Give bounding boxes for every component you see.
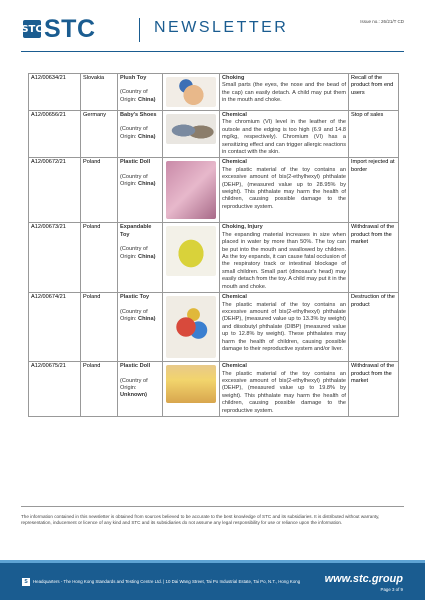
- notifying-country: Poland: [81, 293, 118, 362]
- risk-type: Chemical: [222, 112, 247, 118]
- product-name: Plastic Doll: [120, 363, 151, 370]
- recall-table: [28, 73, 399, 417]
- disclaimer-text: The information contained in this newsletter is obtained from sources believed to be accurate to the best knowledge of STC and its subsidiaries. It is distributed without warranty, representation, inducement or licence of any kind and STC and its subsidiaries do not assume any legal responsibility for use or reliance upon the information.: [21, 514, 380, 525]
- reference-number: A12/00674/21: [29, 293, 81, 362]
- risk-description: The chromium (VI) level in the leather of the outsole and the edging is too high (6.9 and 14.8 mg/kg, respectively). Chromium (VI) has a sensitizing effect and can trigger allergic reactions in contact with the skin.: [222, 119, 346, 156]
- table-row: [29, 158, 399, 223]
- notifying-country: Poland: [81, 362, 118, 417]
- product-cell: [118, 223, 163, 293]
- origin-label: (Country of Origin:: [120, 377, 148, 391]
- plastic-toy-photo: [166, 296, 216, 358]
- country-of-origin: [120, 378, 160, 400]
- issue-number: Issue no.: 26/21/T CD: [360, 19, 404, 24]
- stc-logo-text: STC: [44, 15, 96, 43]
- origin-label: (Country of Origin:: [120, 89, 148, 103]
- table-row: [29, 293, 399, 362]
- footer-stc-icon: S: [22, 578, 30, 586]
- country-of-origin: [120, 309, 160, 324]
- plastic-doll-photo: [166, 161, 216, 219]
- measures-taken: Withdrawal of the product from the market: [349, 362, 399, 417]
- measures-taken: Destruction of the product: [349, 293, 399, 362]
- risk-description: The plastic material of the toy contains an excessive amount of bis(2-ethylhexyl) phthalate (DEHP), (measured value up to 19.8% by weight). This phthalate may harm the health of children, causing possible damage to the reproductive system.: [222, 370, 346, 414]
- notifying-country: Germany: [81, 111, 118, 158]
- measures-taken: Recall of the product from end users: [349, 74, 399, 111]
- risk-cell: [220, 74, 349, 111]
- country-of-origin: [120, 126, 160, 141]
- risk-description: The plastic material of the toy contains an excessive amount of bis(2-ethylhexyl) phthalate (DEHP), (measured value up to 28.95% by weight). This phthalate may harm the health of children, causing possible damage to the reproductive system.: [222, 166, 346, 210]
- origin-label: (Country of Origin:: [120, 308, 148, 322]
- risk-cell: [220, 223, 349, 293]
- origin-label: (Country of Origin:: [120, 246, 148, 260]
- risk-cell: [220, 158, 349, 223]
- product-name: Plastic Toy: [120, 294, 150, 301]
- reference-number: A12/00656/21: [29, 111, 81, 158]
- fashion-doll-photo: [166, 365, 216, 403]
- country-of-origin: [120, 246, 160, 261]
- risk-description: Small parts (the eyes, the nose and the bead of the cap) can easily detach. A child may put them in the mouth and choke.: [222, 82, 346, 104]
- origin-label: (Country of Origin:: [120, 173, 148, 188]
- product-name: Plush Toy: [120, 75, 147, 81]
- product-name: Expandable Toy: [120, 224, 152, 238]
- origin-value: China): [138, 315, 156, 322]
- notifying-country: Slovakia: [81, 74, 118, 111]
- header-divider: [139, 18, 140, 42]
- measures-taken: Withdrawal of the product from the market: [349, 223, 399, 293]
- table-row: [29, 74, 399, 111]
- reference-number: A12/00672/21: [29, 158, 81, 223]
- origin-value: China): [138, 133, 156, 140]
- measures-taken: Import rejected at border: [349, 158, 399, 223]
- stc-logo-icon: STC: [23, 20, 41, 38]
- baby-shoes-photo: [166, 114, 216, 144]
- risk-cell: [220, 111, 349, 158]
- product-cell: [118, 362, 163, 417]
- reference-number: A12/00675/21: [29, 362, 81, 417]
- notifying-country: Poland: [81, 223, 118, 293]
- risk-type: Chemical: [222, 363, 247, 370]
- notifying-country: Poland: [81, 158, 118, 223]
- country-of-origin: [120, 174, 160, 189]
- product-image-cell: [163, 74, 220, 111]
- risk-type: Chemical: [222, 294, 247, 301]
- risk-description: The expanding material increases in size when placed in water by more than 50%. The toy can be put into the mouth and swallowed by children. As the toy expands, it can cause fatal occlusion of the respiratory track or intestinal blockage of small children. Small part (dinosaur's head) may easily detach from the toy. A child may put it in the mouth and choke.: [222, 231, 346, 290]
- newsletter-title: NEWSLETTER: [154, 19, 289, 36]
- dinosaur-toy-photo: [166, 226, 216, 276]
- table-row: [29, 362, 399, 417]
- reference-number: A12/00673/21: [29, 223, 81, 293]
- footer-accent-strip: [0, 560, 425, 563]
- risk-type: Chemical: [222, 159, 247, 166]
- product-image-cell: [163, 158, 220, 223]
- footer-website-link[interactable]: www.stc.group: [324, 573, 403, 585]
- origin-label: (Country of Origin:: [120, 126, 148, 140]
- newsletter-header: [0, 0, 425, 50]
- risk-type: Choking, Injury: [222, 224, 263, 231]
- footer-rule: [21, 506, 404, 507]
- risk-cell: [220, 362, 349, 417]
- product-name: Plastic Doll: [120, 159, 151, 166]
- risk-type: Choking: [222, 75, 245, 81]
- risk-cell: [220, 293, 349, 362]
- origin-value: China): [138, 253, 156, 260]
- origin-value: China): [138, 96, 156, 103]
- product-cell: [118, 111, 163, 158]
- product-image-cell: [163, 293, 220, 362]
- product-image-cell: [163, 111, 220, 158]
- page-number: Page 3 of 9: [380, 587, 403, 592]
- risk-description: The plastic material of the toy contains an excessive amount of bis(2-ethylhexyl) phthalate (DEHP), (measured value up to 13.3% by weight) and diisobutyl phthalate (DIBP) (measured value up to 12.8% by weight). These phthalates may harm the health of children, causing possible damage to their reproductive system and/or liver.: [222, 301, 346, 352]
- reference-number: A12/00634/21: [29, 74, 81, 111]
- measures-taken: Stop of sales: [349, 111, 399, 158]
- product-name: Baby's Shoes: [120, 112, 157, 118]
- origin-value: China): [138, 181, 156, 188]
- product-cell: [118, 158, 163, 223]
- plush-toy-photo: [166, 77, 216, 107]
- table-row: [29, 223, 399, 293]
- header-rule: [21, 51, 404, 52]
- product-image-cell: [163, 223, 220, 293]
- country-of-origin: [120, 89, 160, 104]
- product-image-cell: [163, 362, 220, 417]
- footer-address: Headquarters - The Hong Kong Standards and Testing Centre Ltd. | 10 Dai Wang Street, Tai Po Industrial Estate, Tai Po, N.T., Hong Kong: [33, 579, 301, 584]
- product-cell: [118, 293, 163, 362]
- table-row: [29, 111, 399, 158]
- product-cell: [118, 74, 163, 111]
- origin-value: Unknown): [120, 392, 148, 399]
